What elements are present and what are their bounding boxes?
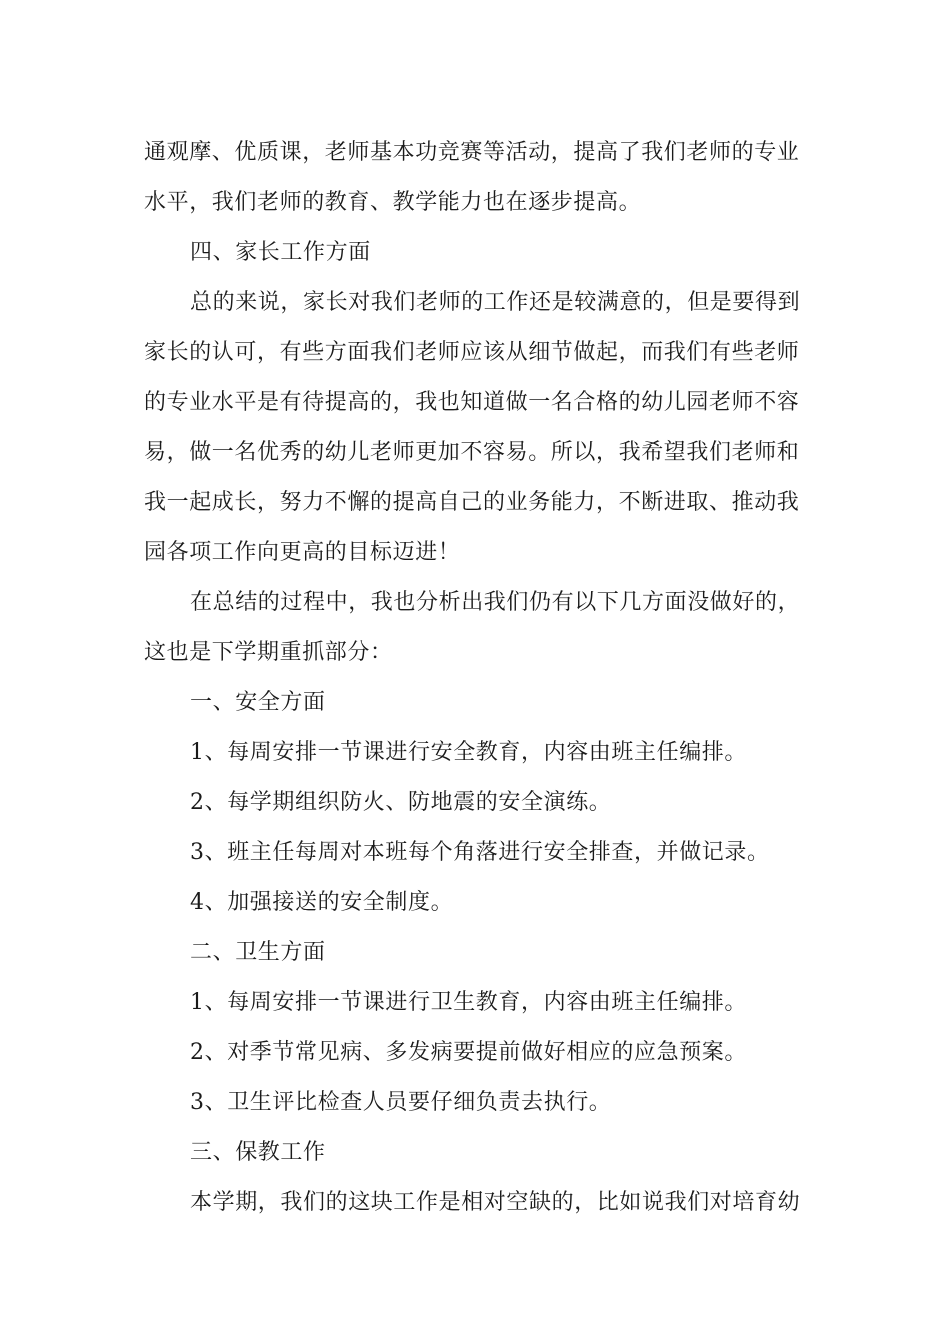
list-item: 1、每周安排一节课进行安全教育，内容由班主任编排。 (190, 740, 747, 765)
list-item: 4、加强接送的安全制度。 (190, 890, 454, 915)
list-item: 2、每学期组织防火、防地震的安全演练。 (190, 790, 612, 815)
paragraph-start: 总的来说，家长对我们老师的工作还是较满意的，但是要得到 (190, 290, 801, 315)
text-line: 这也是下学期重抓部分： (144, 640, 393, 665)
paragraph-start: 在总结的过程中，我也分析出我们仍有以下几方面没做好的， (190, 590, 801, 615)
text-line: 水平，我们老师的教育、教学能力也在逐步提高。 (144, 190, 642, 215)
list-item: 1、每周安排一节课进行卫生教育，内容由班主任编排。 (190, 990, 747, 1015)
paragraph-start: 本学期，我们的这块工作是相对空缺的，比如说我们对培育幼 (190, 1190, 801, 1215)
section-heading: 一、安全方面 (190, 690, 326, 715)
text-line: 我一起成长，努力不懈的提高自己的业务能力，不断进取、推动我 (144, 490, 800, 515)
section-heading: 三、保教工作 (190, 1140, 326, 1165)
text-line: 通观摩、优质课，老师基本功竞赛等活动，提高了我们老师的专业 (144, 140, 800, 165)
section-heading: 四、家长工作方面 (190, 240, 371, 265)
list-item: 3、卫生评比检查人员要仔细负责去执行。 (190, 1090, 612, 1115)
section-heading: 二、卫生方面 (190, 940, 326, 965)
text-line: 的专业水平是有待提高的，我也知道做一名合格的幼儿园老师不容 (144, 390, 800, 415)
list-item: 3、班主任每周对本班每个角落进行安全排查，并做记录。 (190, 840, 770, 865)
list-item: 2、对季节常见病、多发病要提前做好相应的应急预案。 (190, 1040, 747, 1065)
text-line: 园各项工作向更高的目标迈进！ (144, 540, 461, 565)
text-line: 家长的认可，有些方面我们老师应该从细节做起，而我们有些老师 (144, 340, 800, 365)
text-line: 易，做一名优秀的幼儿老师更加不容易。所以，我希望我们老师和 (144, 440, 800, 465)
